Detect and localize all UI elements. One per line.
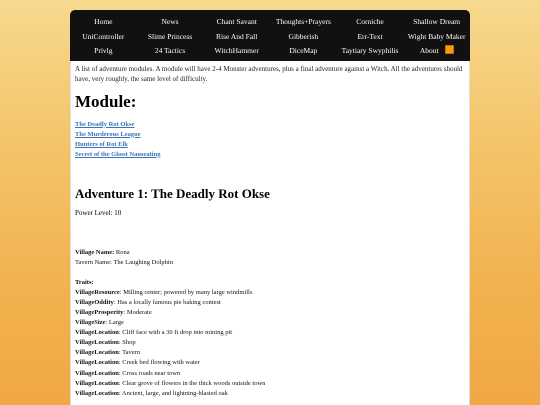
power-level: Power Level: 10	[75, 208, 122, 217]
traits-label: Traits:	[75, 278, 94, 286]
main-nav	[70, 10, 470, 61]
nav-row-2	[70, 30, 470, 45]
module-link-murderous-league[interactable]: The Murderous League	[75, 130, 141, 138]
intro-text: A list of adventure modules. A module will have 2-4 Monster adventures, plus a final adventure against a Witch. All the adventures should have, very roughly, the same level of difficulty.	[75, 64, 463, 83]
trait-item: VillageLocation: Cliff face with a 30 ft drop into mining pit	[75, 329, 233, 337]
nav-item-gibberish[interactable]: Gibberish	[288, 31, 319, 41]
nav-item-unicontroller[interactable]: UniController	[82, 31, 125, 41]
nav-item-home[interactable]: Home	[94, 17, 113, 27]
tavern-name-line: Tavern Name: The Laughing Dolphin	[75, 258, 173, 266]
village-name-value: Rona	[115, 248, 130, 256]
nav-item-wight-baby-maker[interactable]: Wight Baby Maker	[407, 31, 466, 41]
nav-item-chant-savant[interactable]: Chant Savant	[216, 17, 257, 27]
trait-item: VillageProsperity: Moderate	[75, 308, 152, 316]
rss-icon[interactable]	[445, 45, 454, 54]
trait-item: VillageSize: Large	[75, 319, 124, 327]
nav-item-witchhammer[interactable]: WitchHammer	[214, 46, 259, 56]
module-link-list	[75, 120, 465, 160]
trait-item: VillageLocation: Tavern	[75, 349, 141, 357]
trait-item: VillageOddity: Has a locally famous pie baking contest	[75, 298, 221, 306]
nav-item-slime-princess[interactable]: Slime Princess	[147, 31, 193, 41]
nav-row-3	[70, 44, 470, 59]
module-link-secret-of-the-ghost[interactable]: Secret of the Ghost Nauseating	[75, 150, 161, 158]
module-heading: Module:	[75, 91, 137, 111]
nav-item-taytiary-swyphilis[interactable]: Taytiary Swyphilis	[341, 46, 399, 56]
nav-item-rise-and-fall[interactable]: Rise And Fall	[216, 31, 258, 41]
nav-item-about-label[interactable]: About	[419, 46, 439, 56]
page-container	[70, 10, 470, 405]
trait-item: VillageLocation: Clear grove of flowers in the thick woods outside town	[75, 379, 266, 387]
nav-item-about[interactable]	[403, 44, 470, 58]
village-name-line	[75, 248, 465, 258]
nav-item-err-text[interactable]: Err-Text	[357, 31, 383, 41]
trait-item: VillageResource: Milling center; powered by many large windmills	[75, 288, 253, 296]
module-link-hunters-of-rot-elk[interactable]: Hunters of Rot Elk	[75, 140, 128, 148]
nav-item-privlg[interactable]: Privlg	[94, 46, 113, 56]
main-content	[70, 61, 470, 405]
nav-row-1	[70, 15, 470, 30]
nav-item-corniche[interactable]: Corniche	[356, 17, 384, 27]
nav-item-shallow-dream[interactable]: Shallow Dream	[413, 17, 461, 27]
trait-item: VillageLocation: Shop	[75, 339, 136, 347]
nav-item-dicemap[interactable]: DiceMap	[289, 46, 318, 56]
nav-item-thoughts-prayers[interactable]: Thoughts+Prayers	[275, 17, 331, 27]
village-name-label: Village Name:	[75, 248, 115, 256]
nav-item-news[interactable]: News	[161, 17, 179, 27]
module-link-deadly-rot-okse[interactable]: The Deadly Rot Okse	[75, 120, 135, 128]
adventure-title: Adventure 1: The Deadly Rot Okse	[75, 185, 270, 201]
trait-item: VillageLocation: Creek bed flowing with water	[75, 359, 200, 367]
trait-item: VillageLocation: Ancient, large, and lightning-blasted oak	[75, 389, 228, 397]
trait-item: VillageLocation: Cross roads near town	[75, 369, 181, 377]
nav-item-24-tactics[interactable]: 24 Tactics	[154, 46, 186, 56]
traits-list	[75, 288, 465, 399]
